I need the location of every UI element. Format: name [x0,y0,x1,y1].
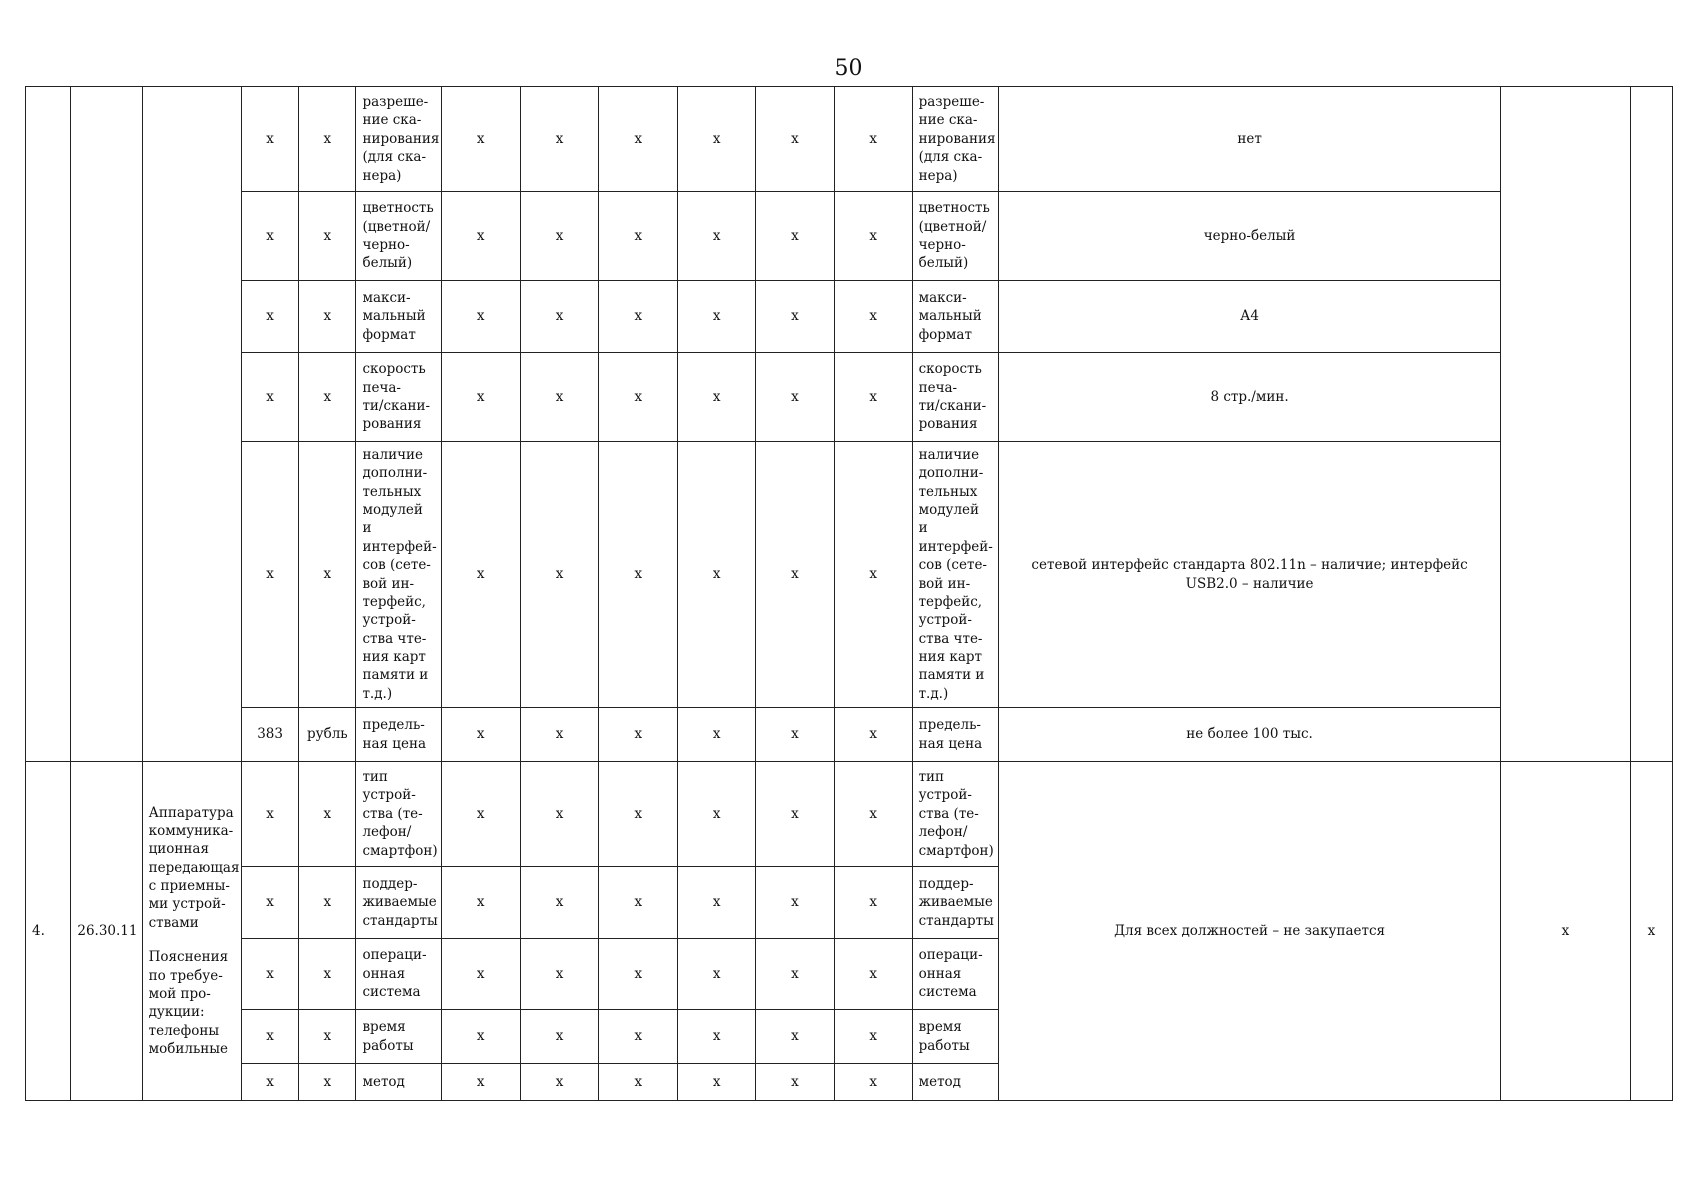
unit-code-cell: x [241,442,298,708]
unit-code-cell: x [241,192,298,281]
param-name-repeat-cell: время работы [912,1010,998,1064]
unit-code-cell: x [241,1064,298,1101]
okpd-cell [71,87,142,762]
upper-mark-cell: x [756,87,835,192]
item-mark-cell: x [599,762,678,867]
upper-mark-cell: x [599,281,678,353]
upper-mark-cell: x [441,192,520,281]
unit-name-cell: x [299,1064,356,1101]
unit-name-cell: x [299,867,356,939]
item-extra-mark-cell: x [1630,762,1672,1101]
param-name-cell: наличие дополни- тельных модулей и интерфей- сов (сете- вой ин- терфейс, устрой- ства чте- ния карт памяти и т.д.) [356,442,441,708]
unit-name-cell: x [299,1010,356,1064]
table-row [26,708,1673,762]
upper-mark-cell: x [441,442,520,708]
item-mark-cell: x [756,1064,835,1101]
item-mark-cell: x [756,867,835,939]
unit-code-cell: 383 [241,708,298,762]
param-name-cell: поддер- живаемые стандарты [356,867,441,939]
param-name-cell: время работы [356,1010,441,1064]
upper-mark-cell: x [756,442,835,708]
unit-code-cell: x [241,867,298,939]
item-mark-cell: x [520,1010,599,1064]
param-name-repeat-cell: цветность (цветной/ черно- белый) [912,192,998,281]
upper-mark-cell: x [678,353,756,442]
upper-mark-cell: x [520,192,599,281]
item-mark-cell: x [834,1010,912,1064]
upper-mark-cell: x [520,353,599,442]
item-mark-cell: x [756,1010,835,1064]
table-row [26,281,1673,353]
upper-mark-cell: x [599,708,678,762]
upper-mark-cell: x [599,442,678,708]
unit-code-cell: x [241,353,298,442]
unit-name-cell: x [299,442,356,708]
unit-name-cell: x [299,281,356,353]
upper-mark-cell: x [599,87,678,192]
item-mark-cell: x [441,867,520,939]
page-number: 50 [834,56,863,81]
spacer [149,932,235,948]
upper-mark-cell: x [834,708,912,762]
unit-name-cell: x [299,192,356,281]
item-extra-mark-cell: x [1501,762,1631,1101]
unit-name-cell: x [299,762,356,867]
upper-mark-cell: x [599,353,678,442]
item-mark-cell: x [520,762,599,867]
value-cell: сетевой интерфейс стандарта 802.11n – наличие; интерфейс USB2.0 – наличие [998,442,1500,708]
unit-code-cell: x [241,939,298,1010]
upper-mark-cell: x [678,281,756,353]
upper-mark-cell: x [834,442,912,708]
param-name-cell: тип устрой- ства (те- лефон/ смартфон) [356,762,441,867]
item-mark-cell: x [599,1064,678,1101]
param-name-repeat-cell: операци- онная система [912,939,998,1010]
characteristics-table [25,86,1673,1101]
item-mark-cell: x [441,762,520,867]
param-name-repeat-cell: поддер- живаемые стандарты [912,867,998,939]
item-mark-cell: x [441,1010,520,1064]
param-name-cell: метод [356,1064,441,1101]
value-cell: А4 [998,281,1500,353]
param-name-cell: макси- мальный формат [356,281,441,353]
param-name-cell: операци- онная система [356,939,441,1010]
upper-mark-cell: x [520,281,599,353]
upper-mark-cell: x [441,281,520,353]
value-cell: не более 100 тыс. [998,708,1500,762]
param-name-repeat-cell: макси- мальный формат [912,281,998,353]
item-mark-cell: x [520,939,599,1010]
upper-mark-cell: x [441,708,520,762]
upper-mark-cell: x [678,442,756,708]
item-number-cell: 4. [26,762,71,1101]
table-body [26,87,1673,1101]
unit-name-cell: рубль [299,708,356,762]
upper-mark-cell: x [441,87,520,192]
item-name-cell [142,762,241,1101]
unit-name-cell: x [299,87,356,192]
item-mark-cell: x [678,1010,756,1064]
table-row [26,192,1673,281]
extra-cell [1630,87,1672,762]
param-name-repeat-cell: скорость печа- ти/скани- рования [912,353,998,442]
param-name-repeat-cell: разреше- ние ска- нирования (для ска- нера) [912,87,998,192]
param-name-repeat-cell: тип устрой- ства (те- лефон/ смартфон) [912,762,998,867]
param-name-repeat-cell: метод [912,1064,998,1101]
item-note: Пояснения по требуе- мой про- дукции: телефоны мобильные [148,949,229,1057]
number-cell [26,87,71,762]
item-mark-cell: x [678,939,756,1010]
item-mark-cell: x [599,1010,678,1064]
table-row [26,353,1673,442]
value-cell: нет [998,87,1500,192]
upper-mark-cell: x [520,708,599,762]
table-row [26,87,1673,192]
param-name-cell: разреше- ние ска- нирования (для ска- нера) [356,87,441,192]
upper-mark-cell: x [520,442,599,708]
param-name-repeat-cell: предель- ная цена [912,708,998,762]
unit-code-cell: x [241,87,298,192]
upper-mark-cell: x [834,87,912,192]
param-name-cell: цветность (цветной/ черно- белый) [356,192,441,281]
param-name-cell: скорость печа- ти/скани- рования [356,353,441,442]
table-row [26,442,1673,708]
item-mark-cell: x [441,939,520,1010]
upper-mark-cell: x [756,281,835,353]
item-mark-cell: x [756,762,835,867]
table-row [26,762,1673,867]
unit-name-cell: x [299,939,356,1010]
item-mark-cell: x [678,1064,756,1101]
value-cell: черно-белый [998,192,1500,281]
item-mark-cell: x [756,939,835,1010]
item-value-cell: Для всех должностей – не закупается [998,762,1500,1101]
value-cell: 8 стр./мин. [998,353,1500,442]
item-mark-cell: x [599,939,678,1010]
upper-mark-cell: x [599,192,678,281]
extra-cell [1501,87,1631,762]
unit-name-cell: x [299,353,356,442]
upper-mark-cell: x [678,87,756,192]
unit-code-cell: x [241,762,298,867]
item-mark-cell: x [834,1064,912,1101]
item-mark-cell: x [441,1064,520,1101]
item-mark-cell: x [520,1064,599,1101]
upper-mark-cell: x [834,192,912,281]
item-mark-cell: x [678,867,756,939]
upper-mark-cell: x [441,353,520,442]
upper-mark-cell: x [756,353,835,442]
upper-mark-cell: x [756,708,835,762]
upper-mark-cell: x [678,192,756,281]
upper-mark-cell: x [678,708,756,762]
item-mark-cell: x [834,762,912,867]
upper-mark-cell: x [834,281,912,353]
item-okpd-cell: 26.30.11 [71,762,142,1101]
unit-code-cell: x [241,1010,298,1064]
upper-mark-cell: x [756,192,835,281]
item-mark-cell: x [834,867,912,939]
item-mark-cell: x [678,762,756,867]
item-mark-cell: x [520,867,599,939]
item-mark-cell: x [599,867,678,939]
item-mark-cell: x [834,939,912,1010]
param-name-repeat-cell: наличие дополни- тельных модулей и интерфей- сов (сете- вой ин- терфейс, устрой- ства чте- ния карт памяти и т.д.) [912,442,998,708]
upper-mark-cell: x [834,353,912,442]
upper-mark-cell: x [520,87,599,192]
item-name: Аппаратура коммуника- ционная передающая с приемны- ми устрой- ствами [148,804,240,931]
name-cell [142,87,241,762]
param-name-cell: предель- ная цена [356,708,441,762]
unit-code-cell: x [241,281,298,353]
